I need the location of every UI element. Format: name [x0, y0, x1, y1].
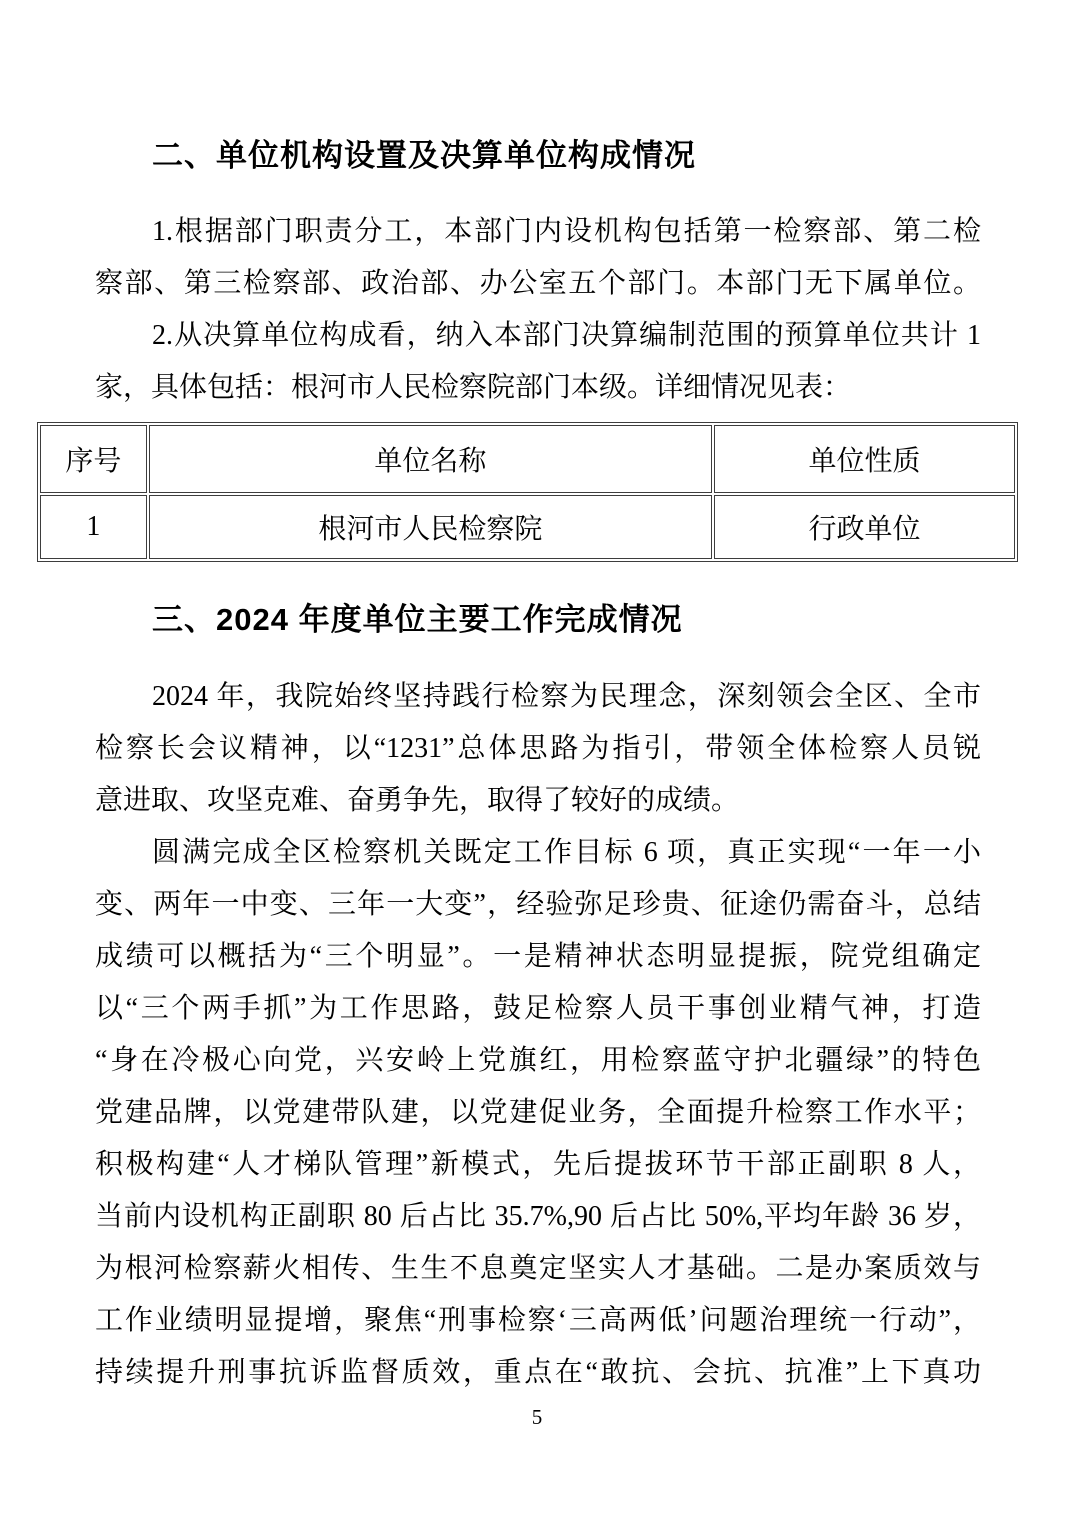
body-line: 积极构建“人才梯队管理”新模式，先后提拔环节干部正副职 8 人，	[95, 1149, 981, 1180]
table-cell: 行政单位	[714, 495, 1015, 559]
body-line: 圆满完成全区检察机关既定工作目标 6 项，真正实现“一年一小	[152, 837, 981, 868]
unit-composition-table	[37, 422, 1018, 562]
page-number: 5	[531, 1405, 543, 1429]
table-header-cell: 单位名称	[149, 425, 712, 493]
body-line: 党建品牌，以党建带队建，以党建促业务，全面提升检察工作水平；	[95, 1097, 981, 1128]
table-cell: 根河市人民检察院	[149, 495, 712, 559]
body-line: 检察长会议精神，以“1231”总体思路为指引，带领全体检察人员锐	[95, 733, 981, 764]
section3-paragraphs	[95, 671, 981, 1399]
body-line: 2024 年，我院始终坚持践行检察为民理念，深刻领会全区、全市	[152, 681, 981, 712]
body-line: 变、两年一中变、三年一大变”，经验弥足珍贵、征途仍需奋斗，总结	[95, 889, 981, 920]
table-header-cell: 序号	[40, 425, 147, 493]
table-row	[40, 495, 1015, 559]
body-line: 当前内设机构正副职 80 后占比 35.7%,90 后占比 50%,平均年龄 36 岁，	[95, 1201, 981, 1232]
body-line: 2.从决算单位构成看，纳入本部门决算编制范围的预算单位共计 1	[152, 320, 981, 351]
body-line: 1.根据部门职责分工，本部门内设机构包括第一检察部、第二检	[152, 216, 981, 247]
body-line: 意进取、攻坚克难、奋勇争先，取得了较好的成绩。	[95, 785, 740, 816]
section3-heading: 三、2024 年度单位主要工作完成情况	[152, 602, 683, 637]
body-line: 以“三个两手抓”为工作思路，鼓足检察人员干事创业精气神，打造	[95, 993, 981, 1024]
table-header-cell: 单位性质	[714, 425, 1015, 493]
body-line: 工作业绩明显提增，聚焦“刑事检察‘三高两低’问题治理统一行动”，	[95, 1305, 981, 1336]
body-line: 家，具体包括：根河市人民检察院部门本级。详细情况见表：	[95, 372, 852, 403]
body-line: “身在冷极心向党，兴安岭上党旗红，用检察蓝守护北疆绿”的特色	[95, 1045, 981, 1076]
table-cell: 1	[40, 495, 147, 559]
body-line: 持续提升刑事抗诉监督质效，重点在“敢抗、会抗、抗准”上下真功	[95, 1357, 981, 1388]
body-line: 为根河检察薪火相传、生生不息奠定坚实人才基础。二是办案质效与	[95, 1253, 981, 1284]
table-header-row	[40, 425, 1015, 493]
section2-paragraphs	[95, 206, 981, 414]
body-line: 察部、第三检察部、政治部、办公室五个部门。本部门无下属单位。	[95, 268, 981, 299]
section2-heading: 二、单位机构设置及决算单位构成情况	[152, 138, 696, 173]
body-line: 成绩可以概括为“三个明显”。一是精神状态明显提振，院党组确定	[95, 941, 981, 972]
